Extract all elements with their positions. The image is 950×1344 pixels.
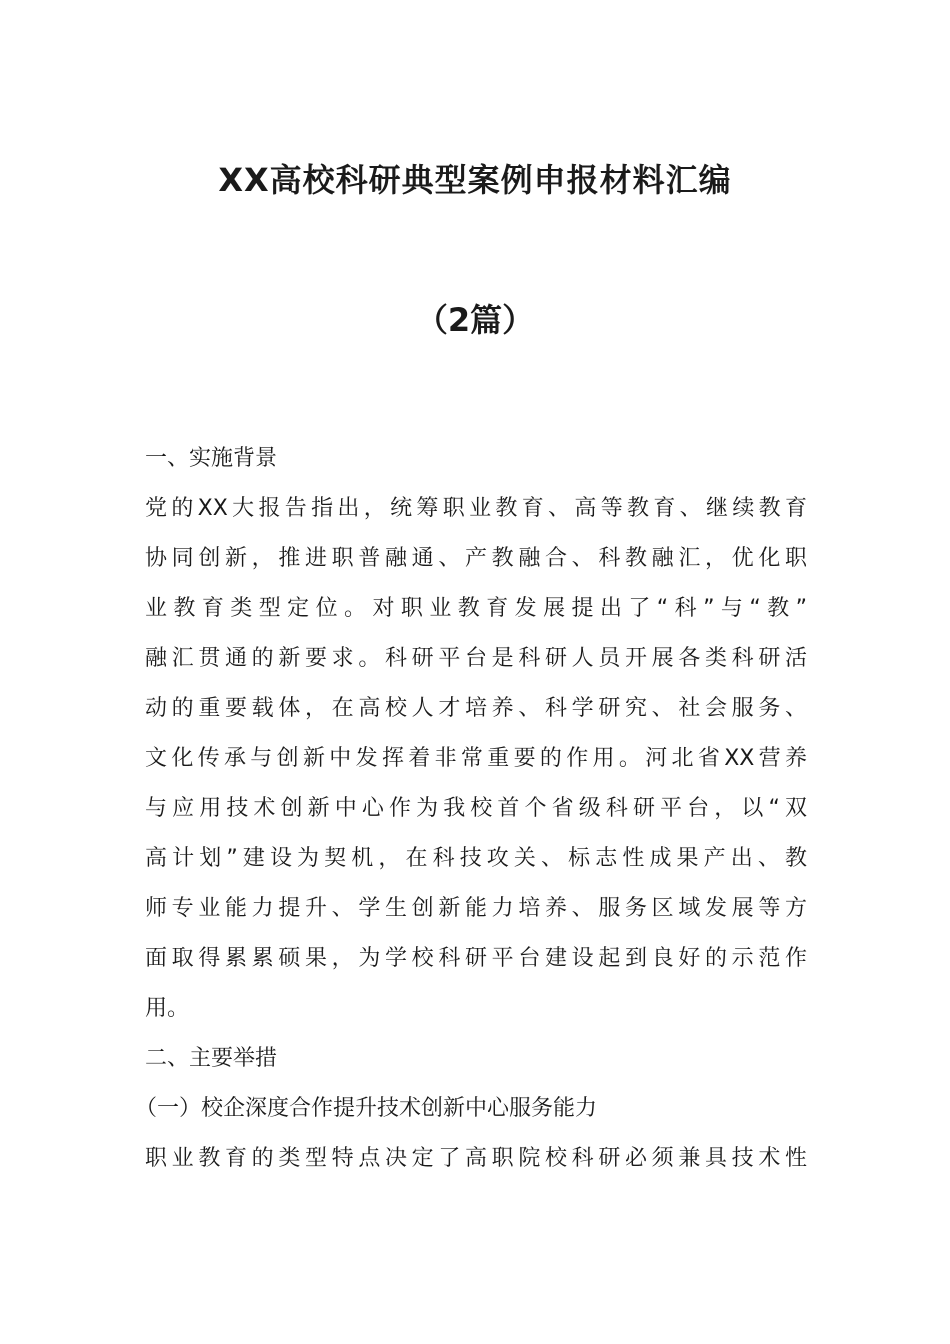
body-line: 职业教育的类型特点决定了高职院校科研必须兼具技术性 (145, 1146, 807, 1171)
section-heading-measures: 二、主要举措 (145, 1046, 278, 1071)
body-line: 面取得累累硕果，为学校科研平台建设起到良好的示范作 (145, 946, 807, 971)
body-line: 党的XX大报告指出，统筹职业教育、高等教育、继续教育 (145, 496, 807, 521)
body-line: 融汇贯通的新要求。科研平台是科研人员开展各类科研活 (145, 646, 807, 671)
document-body (135, 434, 807, 1184)
body-line: 用。 (145, 996, 190, 1021)
body-line: 与应用技术创新中心作为我校首个省级科研平台，以“双 (145, 796, 807, 821)
section-heading-background: 一、实施背景 (145, 446, 278, 471)
document-subtitle: （2篇） (415, 301, 535, 339)
body-line: 协同创新，推进职普融通、产教融合、科教融汇，优化职 (145, 546, 807, 571)
body-line: 文化传承与创新中发挥着非常重要的作用。河北省XX营养 (145, 746, 807, 771)
body-line: 业教育类型定位。对职业教育发展提出了“科”与“教” (145, 596, 807, 621)
body-line: 师专业能力提升、学生创新能力培养、服务区域发展等方 (145, 896, 807, 921)
body-line: 高计划”建设为契机，在科技攻关、标志性成果产出、教 (145, 846, 807, 871)
subsection-heading: （一）校企深度合作提升技术创新中心服务能力 (135, 1096, 598, 1121)
body-line: 动的重要载体，在高校人才培养、科学研究、社会服务、 (145, 696, 807, 721)
document-title: XX高校科研典型案例申报材料汇编 (218, 161, 732, 199)
